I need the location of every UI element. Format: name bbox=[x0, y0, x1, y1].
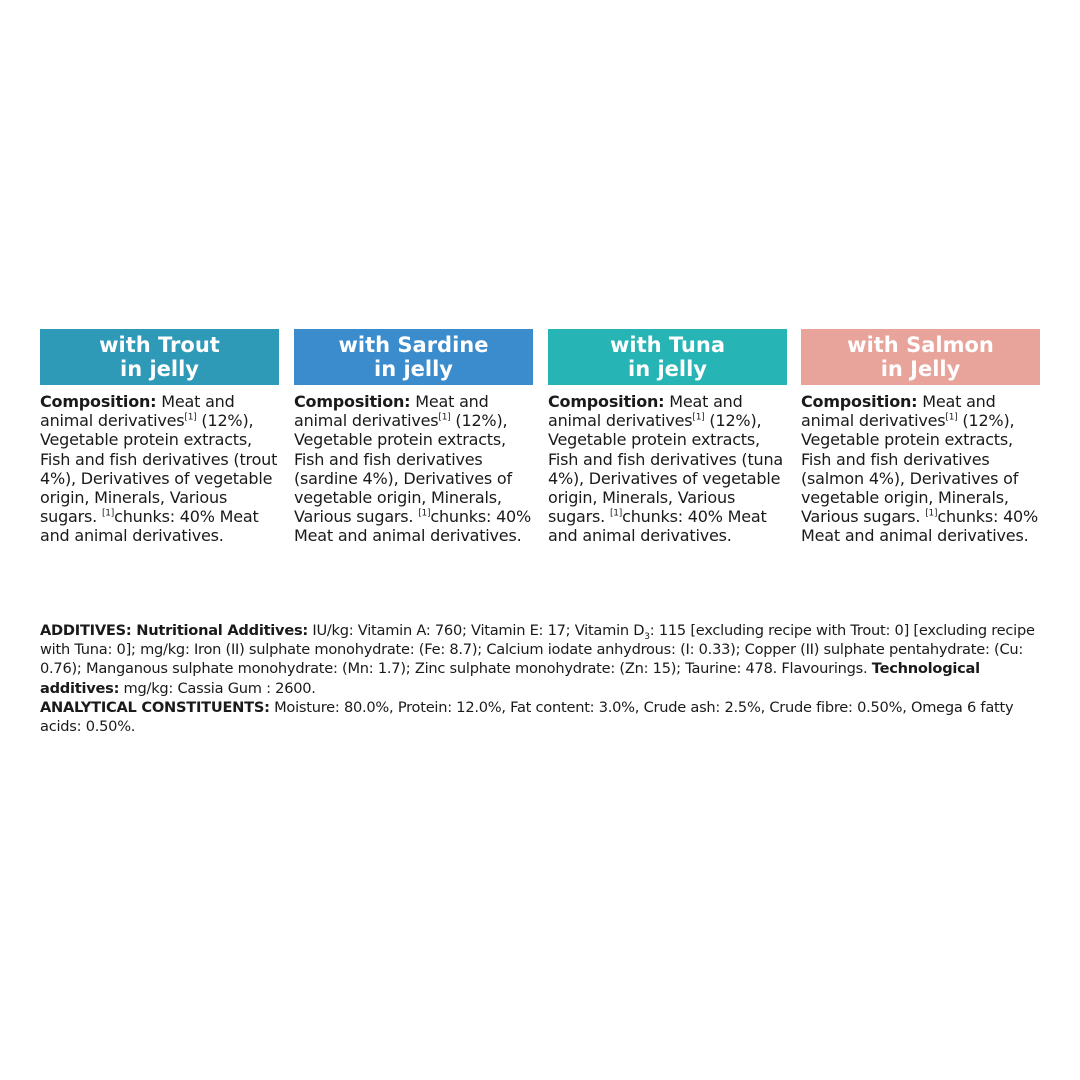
recipe-column-trout bbox=[40, 329, 279, 546]
composition-text-c: chunks: 40% Meat and animal derivatives. bbox=[801, 507, 1039, 546]
analytical-paragraph bbox=[40, 698, 1040, 736]
composition-label: Composition: bbox=[801, 392, 918, 411]
composition-text-c: chunks: 40% Meat and animal derivatives. bbox=[40, 507, 259, 546]
additives-section bbox=[40, 621, 1040, 736]
additives-text-1: IU/kg: Vitamin A: 760; Vitamin E: 17; Vitamin D bbox=[308, 622, 645, 639]
recipe-composition-tuna bbox=[548, 392, 787, 546]
recipe-column-tuna bbox=[548, 329, 787, 546]
footnote-marker: [1] bbox=[945, 412, 958, 423]
recipe-title-line1: with Salmon bbox=[847, 333, 994, 357]
footnote-marker: [1] bbox=[184, 412, 197, 423]
footnote-marker: [1] bbox=[418, 508, 431, 519]
composition-text-b: (12%), Vegetable protein extracts, Fish and fish derivatives (tuna 4%), Derivatives of vegetable origin, Minerals, Various sugars. bbox=[548, 411, 784, 527]
recipe-title-line1: with Tuna bbox=[610, 333, 725, 357]
additives-paragraph bbox=[40, 621, 1040, 698]
footnote-marker: [1] bbox=[438, 412, 451, 423]
recipe-header-sardine bbox=[294, 329, 533, 385]
analytical-text: Moisture: 80.0%, Protein: 12.0%, Fat content: 3.0%, Crude ash: 2.5%, Crude fibre: 0.50%, Omega 6 fatty acids: 0.50%. bbox=[40, 698, 1014, 736]
composition-text-c: chunks: 40% Meat and animal derivatives. bbox=[294, 507, 532, 546]
composition-text-c: chunks: 40% Meat and animal derivatives. bbox=[548, 507, 767, 546]
composition-text-b: (12%), Vegetable protein extracts, Fish and fish derivatives (sardine 4%), Derivatives of vegetable origin, Minerals, Various sugars. bbox=[294, 411, 512, 527]
additives-label: ADDITIVES: bbox=[40, 622, 132, 639]
recipe-column-salmon bbox=[801, 329, 1040, 546]
additives-text-2: : 115 [excluding recipe with Trout: 0] [excluding recipe with Tuna: 0]; mg/kg: Iron (II) sulphate monohydrate: (Fe: 8.7); Calcium iodate anhydrous: (I: 0.33); Copper (II) sulphate pentahydrate: (Cu: 0.76); Manganous sulphate monohydrate: (Mn: 1.7); Zinc sulphate monohydrate: (Zn: 15); Taurine: 478. Flavourings. bbox=[40, 622, 1035, 678]
recipe-title-line2: in jelly bbox=[374, 357, 453, 381]
recipe-header-trout bbox=[40, 329, 279, 385]
recipe-title-line2: in jelly bbox=[120, 357, 199, 381]
composition-text-b: (12%), Vegetable protein extracts, Fish and fish derivatives (salmon 4%), Derivatives of vegetable origin, Minerals, Various sugars. bbox=[801, 411, 1019, 527]
recipe-header-tuna bbox=[548, 329, 787, 385]
composition-text-a: Meat and animal derivatives bbox=[294, 392, 489, 431]
recipe-composition-trout bbox=[40, 392, 279, 546]
nutritional-additives-label: Nutritional Additives: bbox=[131, 622, 308, 639]
recipe-header-salmon bbox=[801, 329, 1040, 385]
footnote-marker: [1] bbox=[609, 508, 623, 519]
recipe-composition-sardine bbox=[294, 392, 533, 546]
footnote-marker: [1] bbox=[692, 412, 705, 423]
composition-text-a: Meat and animal derivatives bbox=[801, 392, 996, 431]
composition-label: Composition: bbox=[294, 392, 411, 411]
recipe-column-sardine bbox=[294, 329, 533, 546]
recipe-composition-salmon bbox=[801, 392, 1040, 546]
composition-text-a: Meat and animal derivatives bbox=[548, 392, 743, 431]
vitamin-d-subscript: 3 bbox=[644, 631, 650, 642]
recipe-title-line1: with Sardine bbox=[338, 333, 489, 357]
composition-text-a: Meat and animal derivatives bbox=[40, 392, 235, 431]
analytical-label: ANALYTICAL CONSTITUENTS: bbox=[40, 698, 270, 716]
additives-text-3: mg/kg: Cassia Gum : 2600. bbox=[119, 679, 316, 697]
footnote-marker: [1] bbox=[101, 508, 115, 519]
recipe-title-line1: with Trout bbox=[99, 333, 220, 357]
product-info-panel bbox=[40, 329, 1040, 751]
composition-text-b: (12%), Vegetable protein extracts, Fish and fish derivatives (trout 4%), Derivatives of vegetable origin, Minerals, Various sugars. bbox=[40, 411, 278, 527]
composition-label: Composition: bbox=[548, 392, 665, 411]
recipe-columns bbox=[40, 329, 1040, 589]
composition-label: Composition: bbox=[40, 392, 157, 411]
recipe-title-line2: in jelly bbox=[628, 357, 707, 381]
footnote-marker: [1] bbox=[925, 508, 938, 519]
recipe-title-line2: in Jelly bbox=[880, 357, 961, 381]
technological-additives-label: Technological additives: bbox=[40, 660, 980, 697]
